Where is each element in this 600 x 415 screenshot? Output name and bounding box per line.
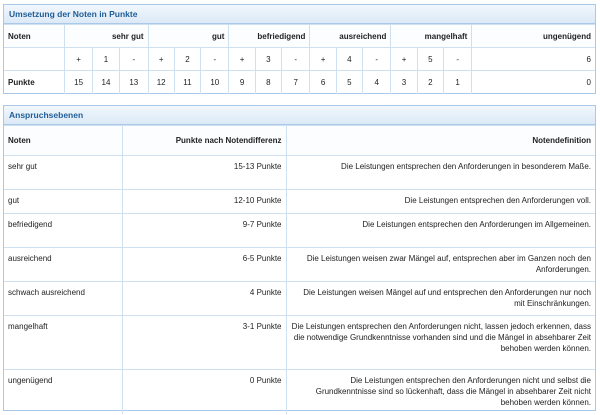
points-range: 0 Punkte <box>122 370 286 414</box>
grade-definition: Die Leistungen weisen Mängel auf und entsprechen den Anforderungen nur noch mit Einschränkungen. <box>286 282 595 316</box>
table-row <box>4 190 595 214</box>
points-cell: 3 <box>391 71 417 94</box>
tendency-row-label <box>4 48 65 71</box>
tendency-cell: - <box>201 48 229 71</box>
points-cell: 0 <box>472 71 595 94</box>
points-range: 12-10 Punkte <box>122 190 286 214</box>
points-row <box>4 71 595 94</box>
points-range: 6-5 Punkte <box>122 248 286 282</box>
points-cell: 12 <box>148 71 174 94</box>
tendency-cell: - <box>120 48 148 71</box>
grade-name: ausreichend <box>4 248 122 282</box>
points-range: 3-1 Punkte <box>122 316 286 370</box>
points-cell: 1 <box>443 71 471 94</box>
tendency-cell: + <box>229 48 255 71</box>
tendency-cell: 5 <box>417 48 443 71</box>
grade-points-panel <box>3 4 596 94</box>
points-cell: 15 <box>65 71 92 94</box>
grade-definition: Die Leistungen entsprechen den Anforderungen voll. <box>286 190 595 214</box>
tendency-cell: - <box>443 48 471 71</box>
points-cell: 4 <box>362 71 390 94</box>
points-range: 15-13 Punkte <box>122 156 286 190</box>
tendency-cell: + <box>391 48 417 71</box>
tendency-cell: + <box>310 48 336 71</box>
grade-header-ungenuegend: ungenügend <box>472 25 595 48</box>
table-row <box>4 248 595 282</box>
points-cell: 8 <box>255 71 281 94</box>
grade-name: schwach ausreichend <box>4 282 122 316</box>
grade-header-sehr-gut: sehr gut <box>65 25 148 48</box>
points-cell: 11 <box>174 71 200 94</box>
points-cell: 14 <box>92 71 119 94</box>
requirement-header-row <box>4 126 595 156</box>
grade-header-mangelhaft: mangelhaft <box>391 25 472 48</box>
table-row <box>4 370 595 414</box>
grade-name: gut <box>4 190 122 214</box>
points-row-label: Punkte <box>4 71 65 94</box>
col-header-noten: Noten <box>4 126 122 156</box>
tendency-cell: - <box>282 48 310 71</box>
tendency-cell: + <box>148 48 174 71</box>
tendency-cell: 6 <box>472 48 595 71</box>
points-cell: 6 <box>310 71 336 94</box>
points-cell: 7 <box>282 71 310 94</box>
grade-name: befriedigend <box>4 214 122 248</box>
tendency-cell: - <box>362 48 390 71</box>
points-range: 9-7 Punkte <box>122 214 286 248</box>
points-cell: 13 <box>120 71 148 94</box>
grade-name: sehr gut <box>4 156 122 190</box>
grade-definition: Die Leistungen entsprechen den Anforderungen im Allgemeinen. <box>286 214 595 248</box>
tendency-cell: 4 <box>336 48 362 71</box>
table-row <box>4 316 595 370</box>
grade-header-gut: gut <box>148 25 229 48</box>
grade-definition: Die Leistungen weisen zwar Mängel auf, entsprechen aber im Ganzen noch den Anforderungen. <box>286 248 595 282</box>
requirement-levels-panel <box>3 105 596 411</box>
points-range: 4 Punkte <box>122 282 286 316</box>
requirement-levels-table <box>4 125 595 414</box>
tendency-cell: + <box>65 48 92 71</box>
col-header-punkte: Punkte nach Notendifferenz <box>122 126 286 156</box>
tendency-cell: 2 <box>174 48 200 71</box>
points-cell: 5 <box>336 71 362 94</box>
table-row <box>4 156 595 190</box>
grade-header-ausreichend: ausreichend <box>310 25 391 48</box>
tendency-cell: 3 <box>255 48 281 71</box>
grade-name: mangelhaft <box>4 316 122 370</box>
tendency-row <box>4 48 595 71</box>
points-cell: 10 <box>201 71 229 94</box>
requirement-levels-title: Anspruchsebenen <box>4 106 595 125</box>
points-cell: 2 <box>417 71 443 94</box>
table-row <box>4 214 595 248</box>
grade-header-row <box>4 25 595 48</box>
grade-definition: Die Leistungen entsprechen den Anforderungen nicht, lassen jedoch erkennen, dass die notwendige Grundkenntnisse vorhanden sind und die Mängel in absehbarer Zeit behoben werden können. <box>286 316 595 370</box>
grade-definition: Die Leistungen entsprechen den Anforderungen nicht und selbst die Grundkenntnisse sind so lückenhaft, dass die Mängel in absehbarer Zeit nicht behoben werden können. <box>286 370 595 414</box>
grade-header-befriedigend: befriedigend <box>229 25 310 48</box>
tendency-cell: 1 <box>92 48 119 71</box>
col-header-definition: Notendefinition <box>286 126 595 156</box>
grade-points-title: Umsetzung der Noten in Punkte <box>4 5 595 24</box>
noten-header: Noten <box>4 25 65 48</box>
grade-points-table <box>4 24 595 94</box>
table-row <box>4 282 595 316</box>
grade-name: ungenügend <box>4 370 122 414</box>
grade-definition: Die Leistungen entsprechen den Anforderungen in besonderem Maße. <box>286 156 595 190</box>
points-cell: 9 <box>229 71 255 94</box>
